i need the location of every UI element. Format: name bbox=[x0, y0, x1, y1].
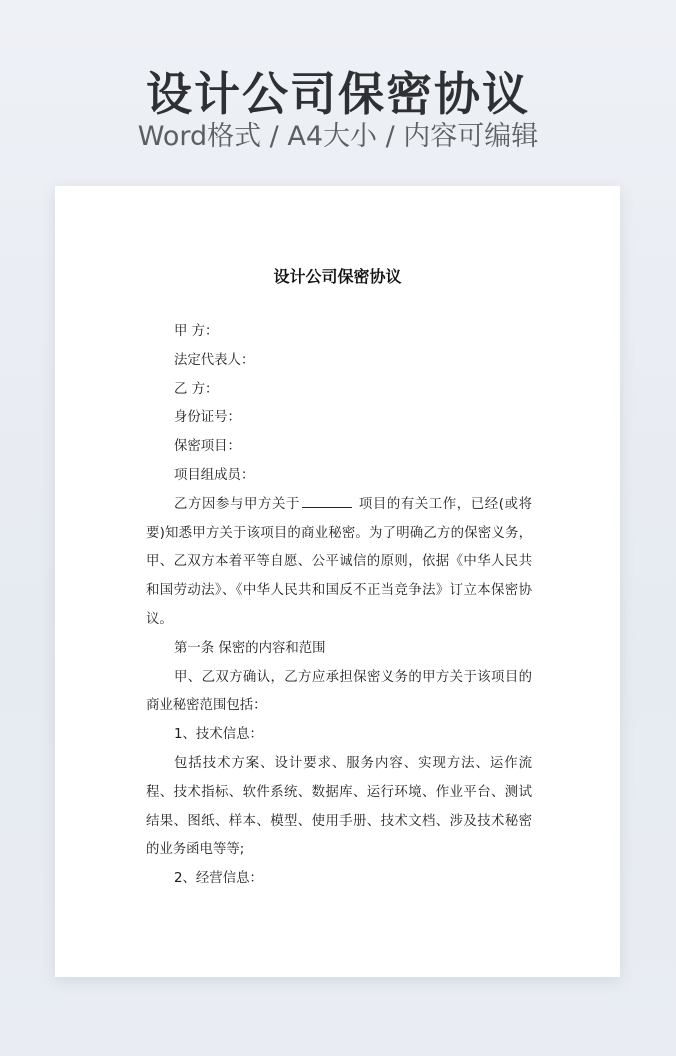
field-id-number: 身份证号： bbox=[174, 410, 241, 426]
intro-text-start: 乙方因参与甲方关于 bbox=[174, 496, 300, 512]
item1-text: 包括技术方案、设计要求、服务内容、实现方法、运作流程、技术指标、软件系统、数据库、运行环境、作业平台、测试结果、图纸、样本、模型、使用手册、技术文档、涉及技术秘密的业务函电等等; bbox=[146, 755, 532, 858]
article1-heading: 第一条 保密的内容和范围 bbox=[174, 640, 326, 656]
item1-heading: 1、技术信息： bbox=[174, 727, 263, 743]
field-party-b: 乙 方： bbox=[174, 381, 219, 397]
field-team-members: 项目组成员： bbox=[174, 467, 255, 483]
banner-subtitle: Word格式 / A4大小 / 内容可编辑 bbox=[137, 121, 539, 152]
field-party-a: 甲 方： bbox=[174, 324, 219, 339]
intro-text-end: 项目的有关工作，已经(或将要)知悉甲方关于该项目的商业秘密。为了明确乙方的保密义务，甲、乙双方本着平等自愿、公平诚信的原则，依据《中华人民共和国劳动法》、《中华人民共和国反不正当竞争法》订立本保密协议。 bbox=[146, 496, 533, 627]
article1-text: 甲、乙双方确认，乙方应承担保密义务的甲方关于该项目的商业秘密范围包括： bbox=[146, 669, 532, 714]
banner-title: 设计公司保密协议 bbox=[146, 67, 530, 121]
document-title: 设计公司保密协议 bbox=[273, 267, 402, 286]
project-name-blank bbox=[302, 493, 352, 508]
document-page bbox=[55, 186, 620, 977]
field-legal-representative: 法定代表人： bbox=[174, 352, 255, 368]
field-project: 保密项目： bbox=[174, 439, 241, 455]
document-body bbox=[146, 318, 532, 894]
intro-paragraph bbox=[146, 491, 532, 635]
item2-heading: 2、经营信息： bbox=[174, 871, 263, 887]
